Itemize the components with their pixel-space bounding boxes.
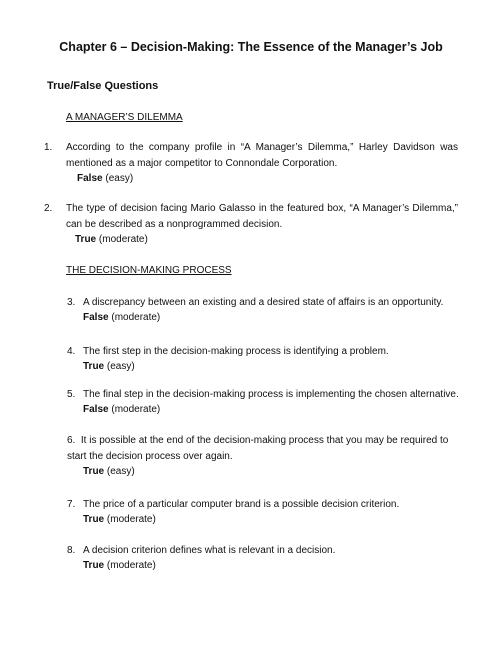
answer-difficulty: (moderate) xyxy=(106,514,156,525)
answer-value: False xyxy=(83,404,109,415)
answer-line xyxy=(77,173,133,184)
answer-line xyxy=(83,560,156,571)
answer-line xyxy=(83,404,160,415)
question-number: 5. xyxy=(67,389,76,400)
answer-value: True xyxy=(83,514,105,525)
answer-difficulty: (easy) xyxy=(106,361,135,372)
question-item xyxy=(0,433,502,467)
question-text: The price of a particular computer brand is a possible decision criterion. xyxy=(83,499,400,510)
question-number: 6. xyxy=(67,435,76,446)
answer-line xyxy=(83,514,156,525)
section-heading: THE DECISION-MAKING PROCESS xyxy=(66,265,232,276)
question-text: The type of decision facing Mario Galasso in the featured box, “A Manager’s Dilemma,” can be described as a nonprogrammed decision. xyxy=(66,203,458,230)
answer-value: True xyxy=(83,361,105,372)
question-text: A decision criterion defines what is relevant in a decision. xyxy=(83,545,336,556)
question-number: 4. xyxy=(67,346,76,357)
answer-value: False xyxy=(83,312,109,323)
answer-value: True xyxy=(83,560,105,571)
question-number: 1. xyxy=(44,142,53,153)
question-number: 7. xyxy=(67,499,76,510)
question-text: The first step in the decision-making process is identifying a problem. xyxy=(83,346,389,357)
question-text xyxy=(67,433,457,465)
question-text: The final step in the decision-making process is implementing the chosen alternative. xyxy=(83,389,459,400)
answer-value: True xyxy=(75,234,97,245)
answer-line xyxy=(83,466,135,477)
question-item xyxy=(0,201,502,235)
question-number: 8. xyxy=(67,545,76,556)
section-heading: A MANAGER’S DILEMMA xyxy=(66,112,183,123)
answer-difficulty: (moderate) xyxy=(111,404,161,415)
page-title: Chapter 6 – Decision-Making: The Essence of the Manager’s Job xyxy=(59,40,443,54)
answer-line xyxy=(75,234,148,245)
answer-value: False xyxy=(77,173,103,184)
answer-line xyxy=(83,312,160,323)
section-subheading: True/False Questions xyxy=(47,80,159,92)
answer-line xyxy=(83,361,135,372)
question-item xyxy=(0,140,502,174)
question-number: 3. xyxy=(67,297,76,308)
answer-difficulty: (moderate) xyxy=(98,234,148,245)
question-text: According to the company profile in “A Manager’s Dilemma,” Harley Davidson was mentioned as a major competitor to Connondale Corporation. xyxy=(66,142,458,169)
answer-value: True xyxy=(83,466,105,477)
question-body: It is possible at the end of the decision-making process that you may be required to start the decision process over again. xyxy=(67,435,449,462)
question-text: A discrepancy between an existing and a desired state of affairs is an opportunity. xyxy=(83,297,444,308)
question-number: 2. xyxy=(44,203,53,214)
answer-difficulty: (easy) xyxy=(106,466,135,477)
answer-difficulty: (moderate) xyxy=(106,560,156,571)
answer-difficulty: (moderate) xyxy=(111,312,161,323)
answer-difficulty: (easy) xyxy=(105,173,134,184)
